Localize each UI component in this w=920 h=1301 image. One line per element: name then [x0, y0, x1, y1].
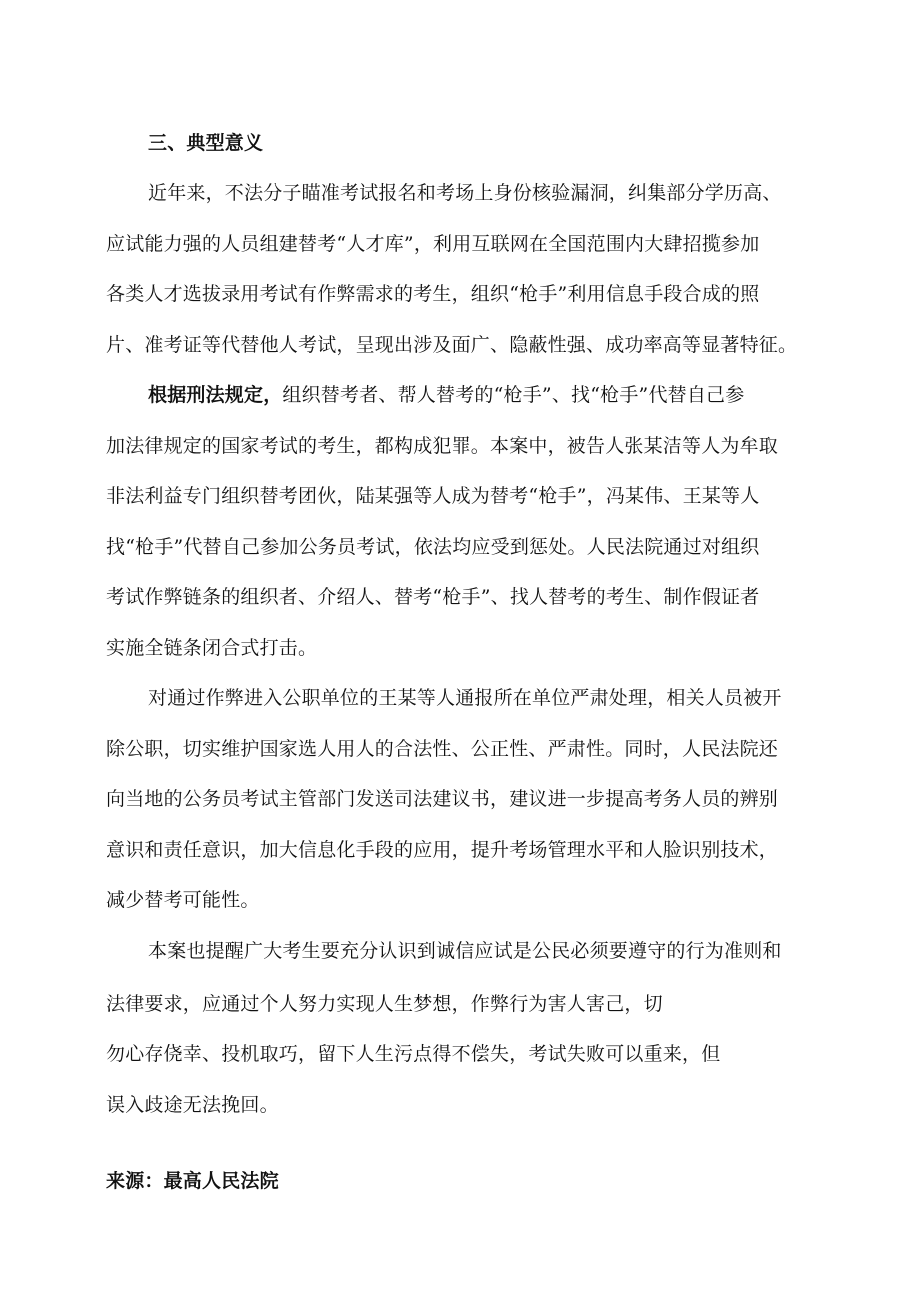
- paragraph-2-line-4: 找“枪手”代替自己参加公务员考试，依法均应受到惩处。人民法院通过对组织: [106, 536, 760, 558]
- paragraph-3-line-2: 除公职，切实维护国家选人用人的合法性、公正性、严肃性。同时，人民法院还: [106, 738, 779, 760]
- paragraph-1-line-1: 近年来，不法分子瞄准考试报名和考场上身份核验漏洞，纠集部分学历高、: [148, 182, 782, 204]
- paragraph-3-line-5: 减少替考可能性。: [106, 889, 260, 911]
- paragraph-4-line-1: 本案也提醒广大考生要充分认识到诚信应试是公民必须要遵守的行为准则和: [148, 940, 782, 962]
- paragraph-1-line-2: 应试能力强的人员组建替考“人才库”，利用互联网在全国范围内大肆招揽参加: [106, 233, 760, 255]
- paragraph-4-line-3: 勿心存侥幸、投机取巧，留下人生污点得不偿失，考试失败可以重来，但: [106, 1043, 721, 1065]
- paragraph-2-first-rest: 组织替考者、帮人替考的“枪手”、找“枪手”代替自己参: [282, 384, 745, 406]
- paragraph-4-line-2: 法律要求，应通过个人努力实现人生梦想，作弊行为害人害己，切: [106, 993, 663, 1015]
- paragraph-1-line-3: 各类人才选拔录用考试有作弊需求的考生，组织“枪手”利用信息手段合成的照: [106, 283, 760, 305]
- paragraph-3-line-1: 对通过作弊进入公职单位的王某等人通报所在单位严肃处理，相关人员被开: [148, 687, 782, 709]
- section-heading: 三、典型意义: [148, 132, 264, 154]
- paragraph-3-line-4: 意识和责任意识，加大信息化手段的应用，提升考场管理水平和人脸识别技术，: [106, 839, 779, 861]
- paragraph-2-line-6: 实施全链条闭合式打击。: [106, 637, 318, 659]
- paragraph-1-line-4: 片、准考证等代替他人考试，呈现出涉及面广、隐蔽性强、成功率高等显著特征。: [106, 334, 798, 356]
- paragraph-2-line-2: 加法律规定的国家考试的考生，都构成犯罪。本案中，被告人张某洁等人为牟取: [106, 435, 779, 457]
- paragraph-2-line-5: 考试作弊链条的组织者、介绍人、替考“枪手”、找人替考的考生、制作假证者: [106, 586, 760, 608]
- paragraph-2-line-3: 非法利益专门组织替考团伙，陆某强等人成为替考“枪手”，冯某伟、王某等人: [106, 485, 760, 507]
- paragraph-2-line-1: [148, 383, 744, 407]
- paragraph-4-line-4: 误入歧途无法挽回。: [106, 1094, 279, 1116]
- paragraph-2-lead: 根据刑法规定，: [148, 384, 283, 406]
- source-line: 来源：最高人民法院: [106, 1170, 279, 1192]
- paragraph-3-line-3: 向当地的公务员考试主管部门发送司法建议书，建议进一步提高考务人员的辨别: [106, 788, 779, 810]
